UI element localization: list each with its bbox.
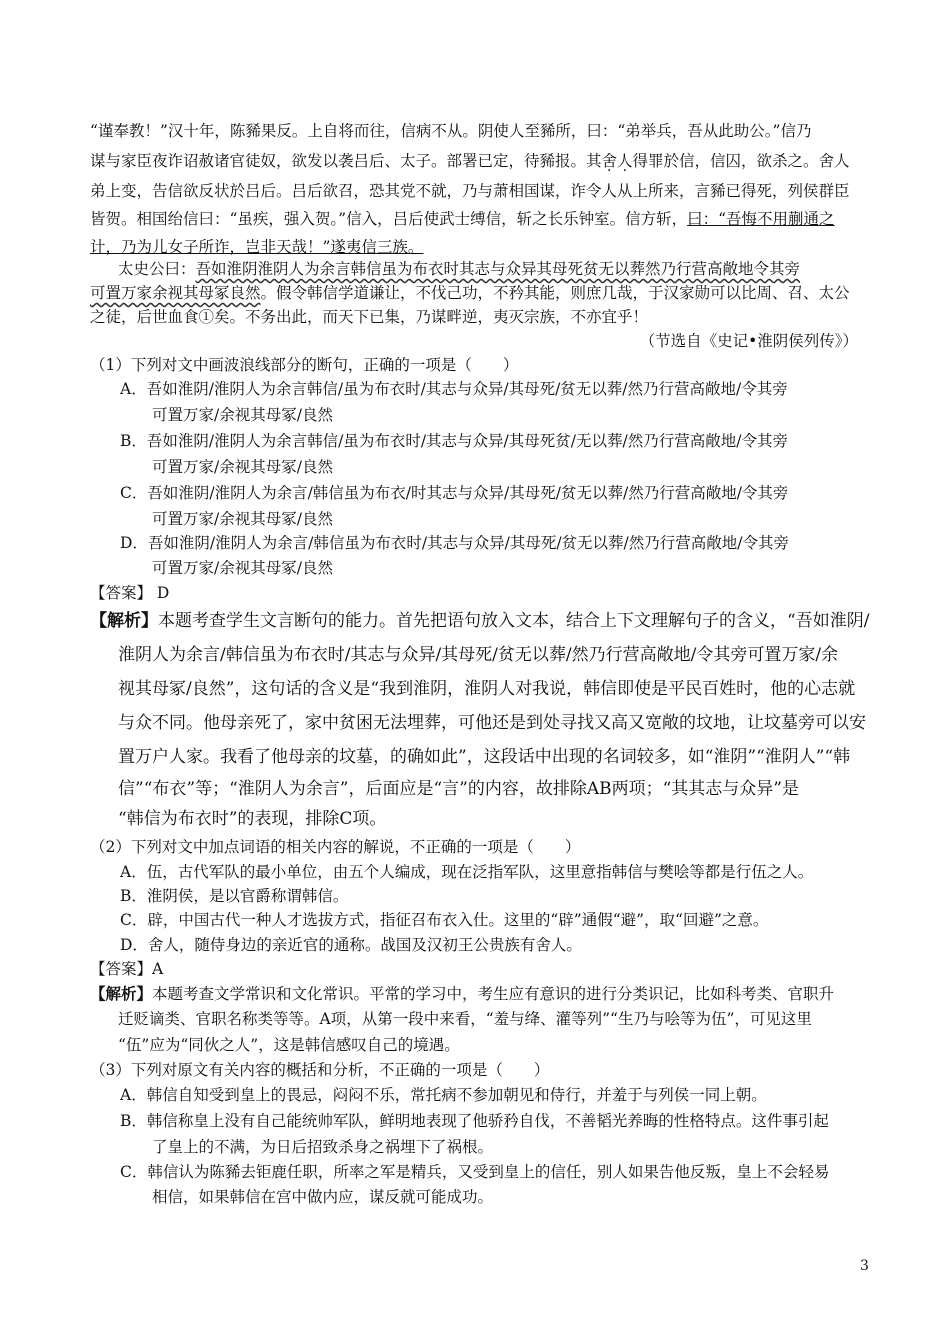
q2-option-d: D．舍人，随侍身边的亲近官的通称。战国及汉初王公贵族有舍人。 [120,936,582,954]
passage-line-6 [118,256,800,282]
q3-option-b-cont: 了皇上的不满，为日后招致杀身之祸埋下了祸根。 [152,1138,494,1156]
q1-option-b: B．吾如淮阴/淮阴人为余言韩信/虽为布衣时/其志与众异/其母死贫/无以葬/然乃行营高敞地/令其旁 [120,432,788,450]
q1-option-c-cont: 可置万家/余视其母冢/良然 [152,510,333,528]
dotted-word-she: 舍 [601,152,618,170]
q1-answer: 【答案】 D [90,584,170,602]
underlined-quote-start: 曰：“吾悔不用蒯通之 [687,210,835,228]
taishigong-label: 太史公曰： [118,260,196,278]
q2-option-b: B．淮阴侯，是以官爵称谓韩信。 [120,887,349,905]
passage-line-4 [90,206,835,232]
q1-option-a-cont: 可置万家/余视其母冢/良然 [152,406,333,424]
q1-explanation-line-7: “韩信为布衣时”的表现，排除C项。 [118,809,387,829]
passage-line-2-text: 谋与家臣夜诈诏赦诸官徒奴，欲发以袭吕后、太子。部署已定，待豨报。其 [90,152,602,170]
q3-option-a: A．韩信自知受到皇上的畏忌，闷闷不乐，常托病不参加朝见和侍行，并羞于与列侯一同上朝。 [120,1086,767,1104]
q1-explanation-line-2: 淮阴人为余言/韩信虽为布衣时/其志与众异/其母死/贫无以葬/然乃行营高敞地/令其旁可置万家/余 [118,645,839,665]
q3-option-b: B．韩信称皇上没有自己能统帅军队，鲜明地表现了他骄矜自伐，不善韬光养晦的性格特点。这件事引起 [120,1112,829,1130]
q2-explanation-line-1 [90,981,834,1007]
q2-explanation-line-2: 迁贬谪类、官职名称类等等。A项，从第一段中来看，“羞与绛、灌等列”“生乃与哙等为伍”，可见这里 [118,1010,812,1028]
q1-explanation-line-3: 视其母冢/良然”，这句话的含义是“我到淮阴，淮阴人对我说，韩信即使是平民百姓时，他的心志就 [118,679,856,699]
q2-explanation-line-3: “伍”应为“同伙之人”，这是韩信感叹自己的境遇。 [118,1036,460,1054]
q1-explanation-text-1: 本题考查学生文言断句的能力。首先把语句放入文本，结合上下文理解句子的含义，“吾如淮阴/ [158,611,870,631]
passage-line-4-text: 皆贺。相国绐信曰：“虽疾，强入贺。”信入，吕后使武士缚信，斩之长乐钟室。信方斩， [90,210,688,228]
q3-option-c-cont: 相信，如果韩信在宫中做内应，谋反就可能成功。 [152,1188,494,1206]
question-1-stem: （1）下列对文中画波浪线部分的断句，正确的一项是（ ） [90,356,519,374]
q1-option-d-cont: 可置万家/余视其母冢/良然 [152,559,333,577]
passage-line-1: “谨奉教！”汉十年，陈豨果反。上自将而往，信病不从。阴使人至豨所，曰：“弟举兵，吾从此助公。”信乃 [90,122,812,140]
q1-explanation-line-6: 信”“布衣”等；“淮阴人为余言”，后面应是“言”的内容，故排除AB两项；“其其志与众异”是 [118,779,799,799]
passage-line-8: 之徒，后世血食①矣。不务出此，而天下已集，乃谋畔逆，夷灭宗族，不亦宜乎！ [90,308,649,326]
wavy-sentence-end: 可置万家余视其母冢良然 [90,284,261,302]
q1-explanation-label: 【解析】 [90,611,158,631]
page-number: 3 [860,1258,869,1274]
q1-option-a: A．吾如淮阴/淮阴人为余言韩信/虽为布衣时/其志与众异/其母死/贫无以葬/然乃行营高敞地/令其旁 [120,380,788,398]
passage-line-2-end: 得罪於信，信囚，欲杀之。舍人 [632,152,850,170]
passage-line-7-end: 。假令韩信学道谦让，不伐己功，不矜其能，则庶几哉，于汉家勋可以比周、召、太公 [260,284,850,302]
q1-option-b-cont: 可置万家/余视其母冢/良然 [152,458,333,476]
q2-explanation-label: 【解析】 [90,984,153,1003]
q1-option-c: C．吾如淮阴/淮阴人为余言/韩信虽为布衣/时其志与众异/其母死/贫无以葬/然乃行营高敞地/令其旁 [120,484,789,502]
q2-explanation-text-1: 本题考查文学常识和文化常识。平常的学习中，考生应有意识的进行分类识记，比如科考类、官职升 [152,985,835,1003]
passage-line-2 [90,148,850,174]
q1-explanation-line-4: 与众不同。他母亲死了，家中贫困无法埋葬，可他还是到处寻找又高又宽敞的坟地，让坟墓旁可以安 [118,713,866,733]
q2-option-a: A．伍，古代军队的最小单位，由五个人编成，现在泛指军队，这里意指韩信与樊哙等都是行伍之人。 [120,863,814,881]
question-3-stem: （3）下列对原文有关内容的概括和分析，不正确的一项是（ ） [90,1061,550,1079]
q2-answer: 【答案】A [90,960,164,978]
passage-line-3: 弟上变，告信欲反状於吕后。吕后欲召，恐其党不就，乃与萧相国谋，诈令人从上所来，言豨已得死，列侯群臣 [90,182,850,200]
q2-option-c: C．辟，中国古代一种人才选拔方式，指征召布衣入仕。这里的“辟”通假“避”，取“回避”之意。 [120,911,769,929]
q1-explanation-line-5: 置万户人家。我看了他母亲的坟墓，的确如此”，这段话中出现的名词较多，如“淮阴”“淮阴人”“韩 [118,747,851,767]
question-2-stem: （2）下列对文中加点词语的相关内容的解说，不正确的一项是（ ） [90,838,581,856]
underlined-quote-end: 计，乃为儿女子所诈，岂非天哉！”遂夷信三族。 [90,238,424,256]
passage-source: （节选自《史记•淮阴侯列传》） [639,332,858,350]
dotted-word-ren: 人 [617,152,633,170]
q1-option-d: D．吾如淮阴/淮阴人为余言/韩信虽为布衣时/其志与众异/其母死/贫无以葬/然乃行营高敞地/令其旁 [120,534,789,552]
wavy-sentence-start: 吾如淮阴淮阴人为余言韩信虽为布衣时其志与众异其母死贫无以葬然乃行营高敞地令其旁 [195,260,801,278]
passage-line-7 [90,280,850,306]
q3-option-c: C．韩信认为陈豨去钜鹿任职，所率之军是精兵，又受到皇上的信任，别人如果告他反叛，皇上不会轻易 [120,1163,830,1181]
q1-explanation-line-1 [90,604,869,638]
